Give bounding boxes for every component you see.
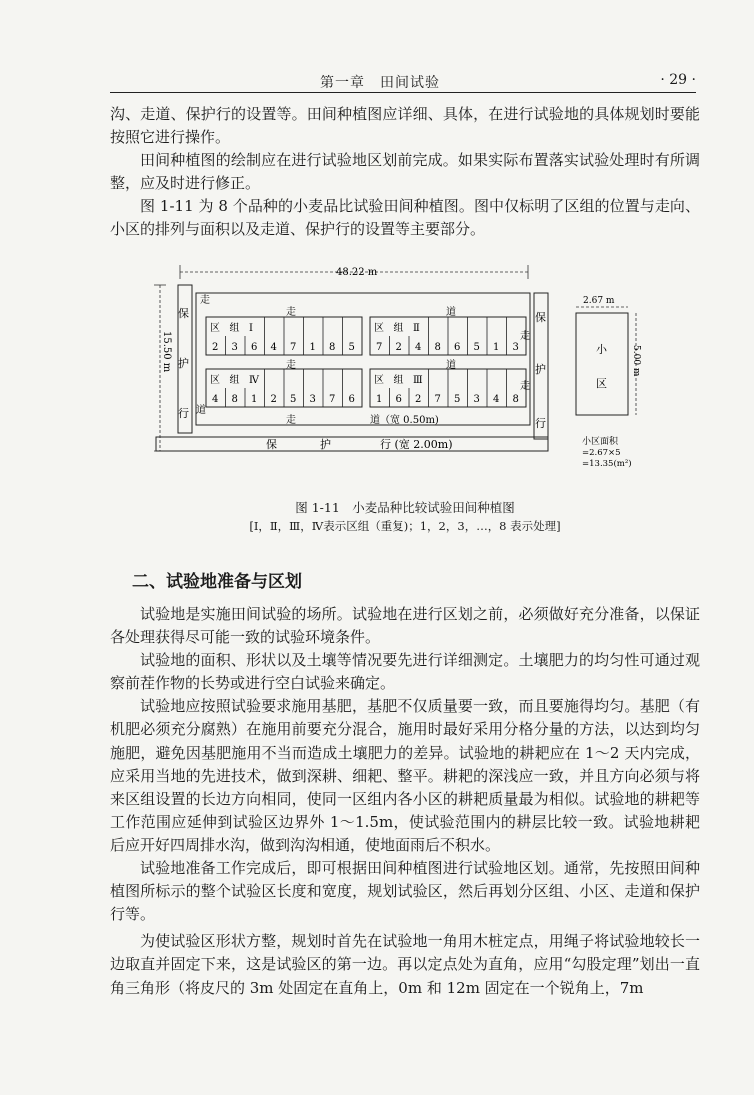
protect-char: 护 [178,357,189,370]
page-number: · 29 · [660,72,696,88]
plot-treatment: 3 [473,394,480,405]
bottom-text [110,603,700,1000]
block-1 [206,317,362,355]
plot-area-line: =13.35(m²) [582,459,632,469]
protect-char: 保 [266,438,277,451]
plot-width-label: 2.67 m [583,296,615,306]
plot-char: 小 [596,343,607,356]
plot-treatment: 2 [270,394,277,405]
plot-treatment: 3 [309,394,316,405]
plot-treatment: 8 [329,342,336,353]
section-title: 二、试验地准备与区划 [132,572,302,592]
plot-treatment: 4 [493,394,500,405]
plot-treatment: 2 [212,342,219,353]
paragraph: 试验地的面积、形状以及土壤等情况要先进行详细测定。土壤肥力的均匀性可通过观察前茬作物的长势或进行空白试验来确定。 [110,651,700,693]
block-3 [206,369,362,407]
walkway-label: 走 [520,331,530,342]
block-label: 组 [393,323,404,334]
paragraph: 试验地准备工作完成后，即可根据田间种植图进行试验地区划。通常，先按照田间种植图所标示的整个试验区长度和宽度，规划试验区，然后再划分区组、小区、走道和保护行等。 [110,859,700,924]
block-label: Ⅳ [249,375,259,386]
block-label: 区 [210,375,220,386]
block-label: 组 [229,323,240,334]
protect-char: 保 [178,307,189,320]
plot-treatment: 1 [493,342,500,353]
plot-treatment: 5 [473,342,480,353]
plot-treatment: 1 [376,394,383,405]
height-label: 15.50 m [161,331,172,373]
block-label: 区 [374,375,384,386]
plot-treatment: 7 [290,342,297,353]
plot-treatment: 5 [290,394,297,405]
road-label: 道 [446,360,456,371]
plot-treatment: 6 [454,342,461,353]
plot-treatment: 2 [415,394,422,405]
plot-char: 区 [596,377,607,390]
chapter-title: 第一章 田间试验 [320,75,440,91]
plot-treatment: 4 [212,394,219,405]
block-4 [370,369,526,407]
block-label: Ⅲ [413,375,423,386]
blocks-group [206,317,526,407]
protect-char: 护 [535,363,546,376]
walkway-label: 走 [286,415,296,426]
plot-treatment: 8 [434,342,441,353]
plot-treatment: 3 [231,342,238,353]
plot-treatment: 4 [415,342,422,353]
plot-treatment: 5 [454,394,461,405]
road-label: 道 [446,307,456,318]
walkway-frame [196,293,530,425]
field-planting-diagram [148,255,668,485]
plot-treatment: 7 [329,394,336,405]
paragraph: 田间种植图的绘制应在进行试验地区划前完成。如果实际布置落实试验处理时有所调整，应及时进行修正。 [110,151,700,192]
width-label: 48.22 m [336,267,378,278]
plot-treatment: 6 [251,342,258,353]
block-label: 区 [210,323,220,334]
paragraph: 试验地是实施田间试验的场所。试验地在进行区划之前，必须做好充分准备，以保证各处理获得尽可能一致的试验环境条件。 [110,605,700,647]
figure-caption: 图 1-11 小麦品种比较试验田间种植图 [295,500,515,515]
walkway-label: 走 [520,381,530,392]
paragraph: 图 1-11 为 8 个品种的小麦品比试验田间种植图。图中仅标明了区组的位置与走向、小区的排列与面积以及走道、保护行的设置等主要部分。 [110,197,700,238]
paragraph: 试验地应按照试验要求施用基肥，基肥不仅质量要一致，而且要施得均匀。基肥（有机肥必须充分腐熟）在施用前要充分混合，施用时最好采用分格分量的方法，以达到均匀施肥，避免因基肥施用不当而造成土壤肥力的差异。试验地的耕耙应在 1～2 天内完成，应采用当地的先进技术，做到深耕、细耙、整平。耕耙的深浅应一致，并且方向必须与将来区组设置的长边方向相同，使同一区组内各小区的耕耙质量最为相似。试验地的耕耙等工作范围应延伸到试验区边界外 1～1.5m，使试验范围内的耕层比较一致。试验地耕耙后应开好四周排水沟，做到沟沟相通，使地面雨后不积水。 [110,697,700,854]
protect-char: 保 [535,311,546,324]
plot-area-line: =2.67×5 [582,448,621,458]
protect-char: 护 [320,438,331,451]
plot-treatment: 7 [376,342,383,353]
plot-treatment: 3 [512,342,519,353]
plot-detail-box [576,313,628,415]
road-label: 道 [196,405,206,416]
plot-treatment: 6 [395,394,402,405]
block-label: 组 [229,375,240,386]
road-width-label: 道（宽 0.50m) [370,415,439,426]
block-label: Ⅱ [413,323,420,334]
protection-strip-bottom [156,437,548,451]
block-label: 区 [374,323,384,334]
paragraph: 沟、走道、保护行的设置等。田间种植图应详细、具体，在进行试验地的具体规划时要能按照它进行操作。 [110,105,700,146]
protect-char: 行 (宽 2.00m) [380,438,453,451]
top-text [110,103,700,241]
plot-treatment: 8 [512,394,519,405]
plot-treatment: 7 [434,394,441,405]
plot-treatment: 5 [348,342,355,353]
protect-char: 行 [535,417,546,430]
paragraph: 为使试验区形状方整，规划时首先在试验地一角用木桩定点，用绳子将试验地较长一边取直并固定下来，这是试验区的第一边。再以定点处为直角，应用“勾股定理”划出一直角三角形（将皮尺的 3m 处固定在直角上，0m 和 12m 固定在一个锐角上，7m [110,932,700,997]
page-header [110,64,696,94]
block-2 [370,317,526,355]
plot-treatment: 8 [231,394,238,405]
plot-treatment: 4 [270,342,277,353]
header-rule [110,92,696,93]
plot-treatment: 1 [251,394,258,405]
walkway-label: 走 [286,307,296,318]
plot-area-line: 小区面积 [582,437,619,447]
plot-treatment: 2 [395,342,402,353]
plot-height-label: 5.00 m [631,345,641,377]
plot-treatment: 6 [348,394,355,405]
block-label: Ⅰ [249,323,253,334]
walkway-label: 走 [286,360,296,371]
figure-note: [Ⅰ，Ⅱ，Ⅲ，Ⅳ表示区组（重复)；1，2，3，…，8 表示处理] [249,519,561,533]
plot-treatment: 1 [309,342,316,353]
walkway-label: 走 [200,295,210,306]
protect-char: 行 [178,407,189,420]
block-label: 组 [393,375,404,386]
